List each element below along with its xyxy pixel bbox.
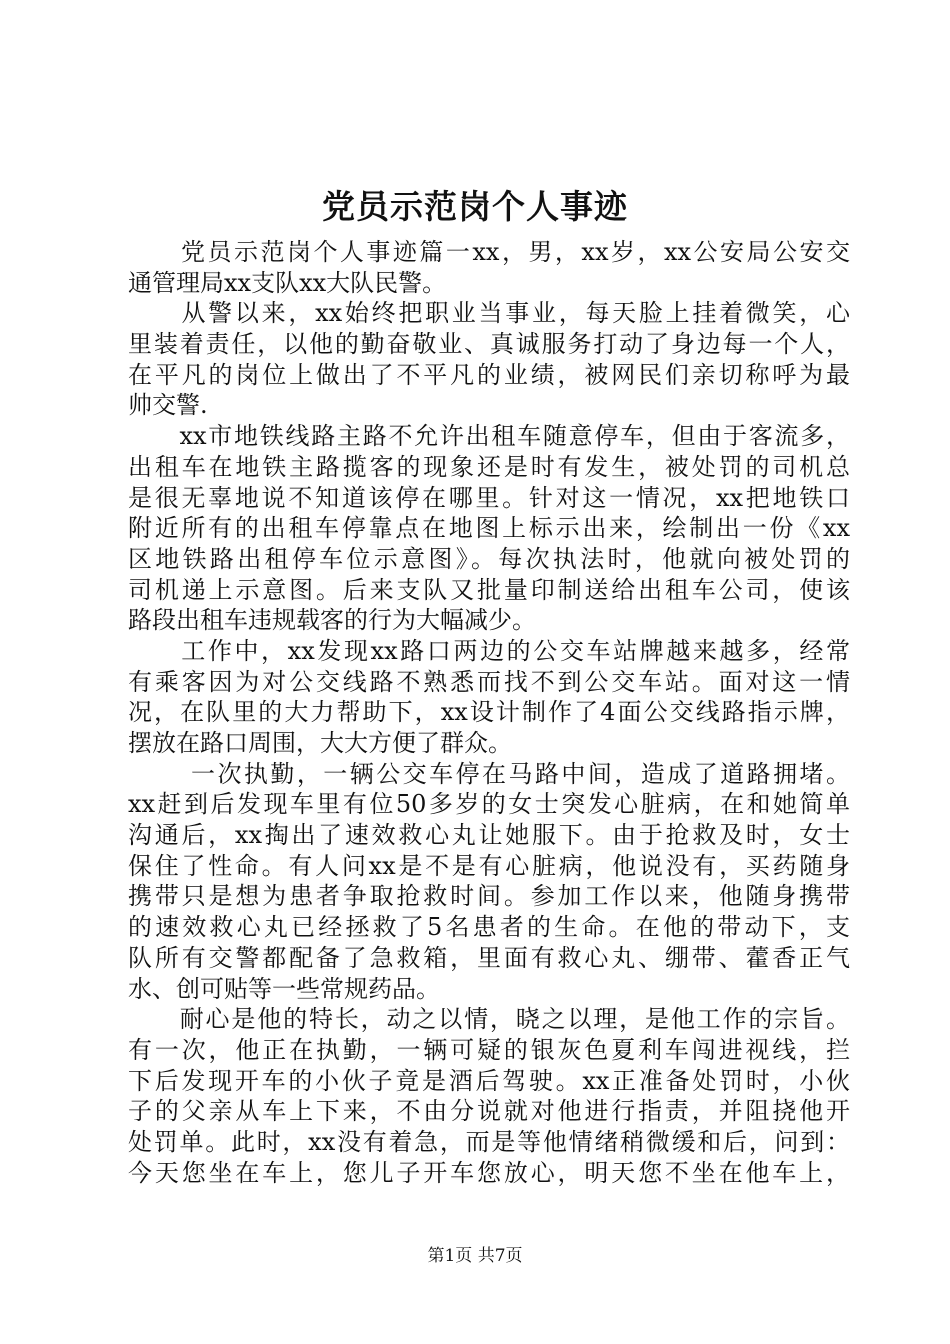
text-line: 党员示范岗个人事迹篇一xx，男，xx岁，xx公安局公安交 [128, 238, 850, 266]
text-line: 通管理局xx支队xx大队民警。 [128, 268, 447, 297]
text-line: 附近所有的出租车停靠点在地图上标示出来，绘制出一份《xx [128, 514, 850, 543]
text-line: 耐心是他的特长，动之以情，晓之以理，是他工作的宗旨。 [128, 1005, 850, 1034]
text-line: 子的父亲从车上下来，不由分说就对他进行指责，并阻挠他开 [128, 1097, 850, 1126]
text-line: 沟通后，xx掏出了速效救心丸让她服下。由于抢救及时，女士 [128, 821, 850, 850]
text-line: 处罚单。此时，xx没有着急，而是等他情绪稍微缓和后，问到： [128, 1127, 850, 1156]
text-line: 一次执勤，一辆公交车停在马路中间，造成了道路拥堵。 [128, 759, 850, 788]
text-line: 里装着责任，以他的勤奋敬业、真诚服务打动了身边每一个人， [128, 330, 850, 359]
text-line: 有一次，他正在执勤，一辆可疑的银灰色夏利车闯进视线，拦 [128, 1035, 850, 1064]
text-line: 的速效救心丸已经拯救了5名患者的生命。在他的带动下，支 [128, 913, 850, 942]
text-line: 有乘客因为对公交线路不熟悉而找不到公交车站。面对这一情 [128, 667, 850, 696]
text-line: 区地铁路出租停车位示意图》。每次执法时，他就向被处罚的 [128, 544, 850, 573]
text-line: 今天您坐在车上，您儿子开车您放心，明天您不坐在他车上， [128, 1158, 850, 1187]
text-line: 是很无辜地说不知道该停在哪里。针对这一情况，xx把地铁口 [128, 483, 850, 512]
text-line: 司机递上示意图。后来支队又批量印制送给出租车公司，使该 [128, 575, 850, 604]
text-line: 队所有交警都配备了急救箱，里面有救心丸、绷带、藿香正气 [128, 943, 850, 972]
text-line: 携带只是想为患者争取抢救时间。参加工作以来，他随身携带 [128, 882, 850, 911]
text-line: 保住了性命。有人问xx是不是有心脏病，他说没有，买药随身 [128, 851, 850, 880]
text-line: 出租车在地铁主路揽客的现象还是时有发生，被处罚的司机总 [128, 452, 850, 481]
text-line: 下后发现开车的小伙子竟是酒后驾驶。xx正准备处罚时，小伙 [128, 1066, 850, 1095]
text-line: 路段出租车违规载客的行为大幅减少。 [128, 606, 536, 635]
text-line: 帅交警. [128, 391, 208, 420]
text-line: 水、创可贴等一些常规药品。 [128, 974, 440, 1003]
text-line: 从警以来，xx始终把职业当事业，每天脸上挂着微笑，心 [128, 299, 850, 328]
text-line: xx市地铁线路主路不允许出租车随意停车，但由于客流多， [128, 422, 850, 451]
document-body [128, 237, 850, 1188]
text-line: 摆放在路口周围，大大方便了群众。 [128, 729, 512, 757]
document-title: 党员示范岗个人事迹 [322, 187, 628, 226]
text-line: 工作中，xx发现xx路口两边的公交车站牌越来越多，经常 [128, 636, 850, 665]
text-line: xx赶到后发现车里有位50多岁的女士突发心脏病，在和她简单 [128, 790, 850, 819]
text-line: 况，在队里的大力帮助下，xx设计制作了4面公交线路指示牌， [128, 698, 850, 727]
text-line: 在平凡的岗位上做出了不平凡的业绩，被网民们亲切称呼为最 [128, 360, 850, 389]
page-number-footer: 第1页 共7页 [427, 1246, 523, 1266]
